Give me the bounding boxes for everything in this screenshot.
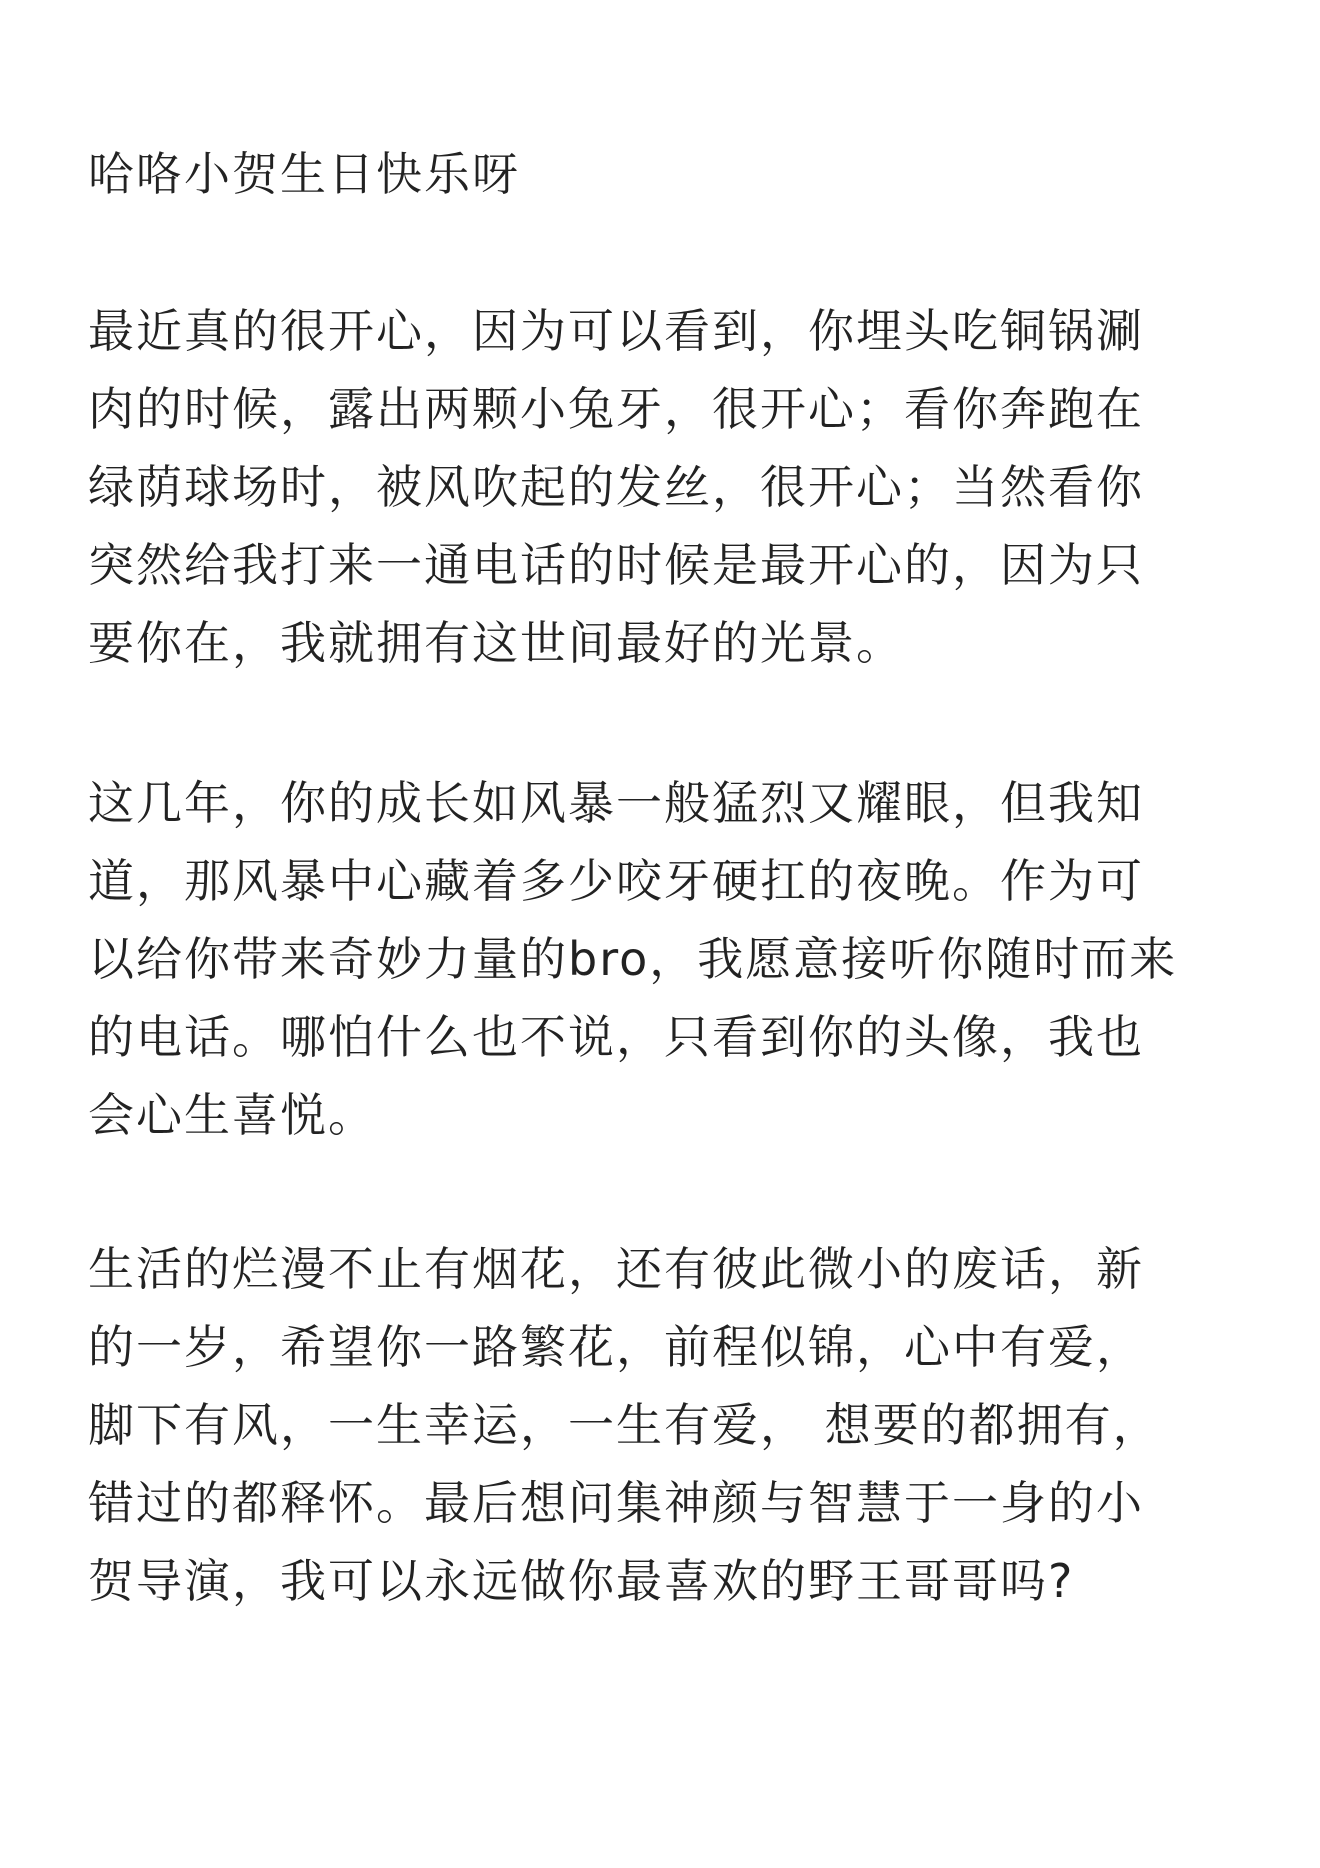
- paragraph-line: 肉的时候，露出两颗小兔牙，很开心；看你奔跑在: [88, 382, 1144, 436]
- paragraph-line: 突然给我打来一通电话的时候是最开心的，因为只: [88, 538, 1144, 592]
- paragraph-line: 生活的烂漫不止有烟花，还有彼此微小的废话，新: [88, 1242, 1144, 1296]
- paragraph-line: 脚下有风，一生幸运，一生有爱， 想要的都拥有，: [88, 1398, 1161, 1452]
- paragraph-1: [88, 292, 1248, 682]
- paragraph-line: 道，那风暴中心藏着多少咬牙硬扛的夜晚。作为可: [88, 854, 1144, 908]
- paragraph-3: [88, 1230, 1248, 1620]
- paragraph-line: 贺导演，我可以永远做你最喜欢的野王哥哥吗?: [88, 1554, 1075, 1608]
- paragraph-line: 以给你带来奇妙力量的bro，我愿意接听你随时而来: [88, 932, 1178, 986]
- paragraph-line: 错过的都释怀。最后想问集神颜与智慧于一身的小: [88, 1476, 1144, 1530]
- paragraph-line: 绿荫球场时，被风吹起的发丝，很开心；当然看你: [88, 460, 1144, 514]
- paragraph-line: 会心生喜悦。: [88, 1088, 376, 1142]
- paragraph-line: 的电话。哪怕什么也不说，只看到你的头像，我也: [88, 1010, 1144, 1064]
- paragraph-line: 这几年，你的成长如风暴一般猛烈又耀眼，但我知: [88, 776, 1144, 830]
- greeting-line: [88, 135, 1248, 213]
- paragraph-2: [88, 764, 1248, 1154]
- greeting-text: 哈咯小贺生日快乐呀: [88, 147, 520, 201]
- paragraph-line: 最近真的很开心，因为可以看到，你埋头吃铜锅涮: [88, 304, 1144, 358]
- paragraph-line: 的一岁，希望你一路繁花，前程似锦，心中有爱，: [88, 1320, 1144, 1374]
- paragraph-line: 要你在，我就拥有这世间最好的光景。: [88, 616, 904, 670]
